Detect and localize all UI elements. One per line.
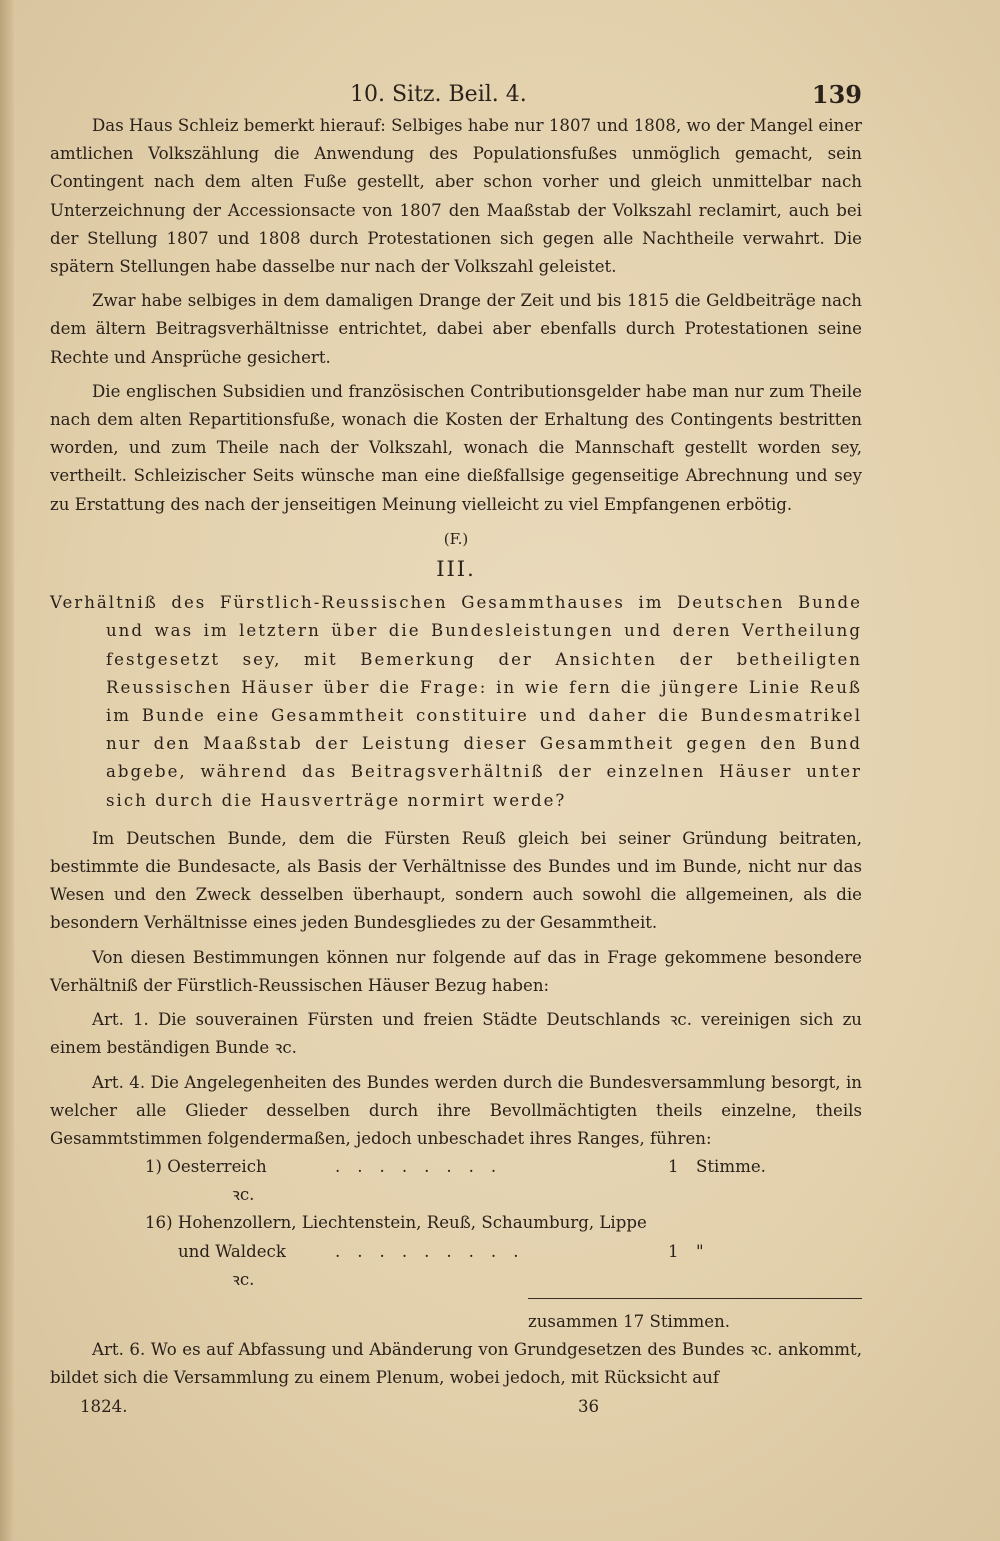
vote-unit: Stimme. [696, 1157, 766, 1177]
page-number: 139 [811, 80, 862, 109]
article-4: Art. 4. Die Angelegenheiten des Bundes werden durch die Bundesversammlung besorgt, in welcher alle Glieder desselben durch ihre Bevollmächtigten theils einzelne, theils Gesammtstimmen folgendermaßen, jedoch unbeschadet ihres Ranges, führen: [50, 1072, 862, 1148]
vote-count: 1 [668, 1241, 679, 1261]
running-title: 10. Sitz. Beil. 4. [350, 82, 527, 107]
list-item [50, 1209, 862, 1237]
page-spine-shadow [0, 0, 14, 1541]
list-item-label: 16) Hohenzollern, Liechtenstein, Reuß, Schaumburg, Lippe [145, 1213, 647, 1233]
page-footer [50, 1393, 862, 1421]
leader-dots: ......... [335, 1241, 536, 1261]
footer-year: 1824. [80, 1396, 128, 1416]
paragraph: Von diesen Bestimmungen können nur folgende auf das in Frage gekommene besondere Verhältniß der Fürstlich-Reussischen Häuser Bezug haben: [50, 947, 862, 995]
paragraph: Die englischen Subsidien und französischen Contributionsgelder habe man nur zum Theile nach dem alten Repartitionsfuße, wonach die Kosten der Erhaltung des Contingents bestritten worden, und zum Theile nach der Volkszahl, wonach die Mannschaft gestellt worden sey, vertheilt. Schleizischer Seits wünsche man eine dießfallsige gegenseitige Abrechnung und sey zu Erstattung des nach der jenseitigen Meinung vielleicht zu viel Empfangenen erbötig. [50, 381, 862, 514]
paragraph: Im Deutschen Bunde, dem die Fürsten Reuß gleich bei seiner Gründung beitraten, bestimmte die Bundesacte, als Basis der Verhältnisse des Bundes und im Bunde, nicht nur das Wesen und den Zweck desselben überhaupt, sondern auch sowohl die allgemeinen, als die besondern Verhältnisse eines jeden Bundesgliedes zu der Gesammtheit. [50, 828, 862, 933]
paragraph: Das Haus Schleiz bemerkt hierauf: Selbiges habe nur 1807 und 1808, wo der Mangel einer amtlichen Volkszählung die Anwendung des Populationsfußes unmöglich gemacht, sein Contingent nach dem alten Fuße gestellt, aber schon vorher und gleich unmittelbar nach Unterzeichnung der Accessionsacte von 1807 den Maaßstab der Volkszahl reclamirt, auch bei der Stellung 1807 und 1808 durch Protestationen sich gegen alle Nachtheile verwahrt. Die spätern Stellungen habe dasselbe nur nach der Volkszahl geleistet. [50, 116, 862, 277]
page-header [50, 78, 862, 112]
etc-mark: ꝛc. [232, 1269, 255, 1289]
article-6: Art. 6. Wo es auf Abfassung und Abänderung von Grundgesetzen des Bundes ꝛc. ankommt, bildet sich die Versammlung zu einem Plenum, wobei jedoch, mit Rücksicht auf [50, 1340, 862, 1388]
section-heading: Verhältniß des Fürstlich-Reussischen Gesammthauses im Deutschen Bunde und was im letztern über die Bundesleistungen und deren Vertheilung festgesetzt sey, mit Bemerkung der Ansichten der betheiligten Reussischen Häuser über die Frage: in wie fern die jüngere Linie Reuß im Bunde eine Gesammtheit constituire und daher die Bundesmatrikel nur den Maaßstab der Leistung dieser Gesammtheit gegen den Bund abgebe, während das Beitragsverhältniß der einzelnen Häuser unter sich durch die Hausverträge normirt werde? [50, 593, 862, 810]
list-item-label: 1) Oesterreich [145, 1157, 267, 1177]
leader-dots: ........ [335, 1157, 514, 1177]
sum-rule [50, 1294, 862, 1308]
paragraph: Zwar habe selbiges in dem damaligen Drange der Zeit und bis 1815 die Geldbeiträge nach dem ältern Beitragsverhältnisse entrichtet, dabei aber ebenfalls durch Protestationen seine Rechte und Ansprüche gesichert. [50, 291, 862, 367]
vote-total [50, 1308, 862, 1336]
list-item [50, 1153, 862, 1181]
vote-count: 1 [668, 1157, 679, 1177]
page-text-block [50, 78, 862, 1421]
vote-list [50, 1153, 862, 1336]
article-1: Art. 1. Die souverainen Fürsten und freien Städte Deutschlands ꝛc. vereinigen sich zu einem beständigen Bunde ꝛc. [50, 1010, 862, 1058]
ditto-mark: " [696, 1241, 704, 1261]
list-item-label: und Waldeck [178, 1241, 286, 1261]
footer-signature: 36 [578, 1396, 600, 1416]
vote-total-text: zusammen 17 Stimmen. [528, 1312, 731, 1332]
section-marker: (F.) [443, 529, 469, 548]
etc-mark: ꝛc. [232, 1185, 255, 1205]
section-number: III. [436, 557, 476, 582]
list-item-continuation [50, 1238, 862, 1266]
